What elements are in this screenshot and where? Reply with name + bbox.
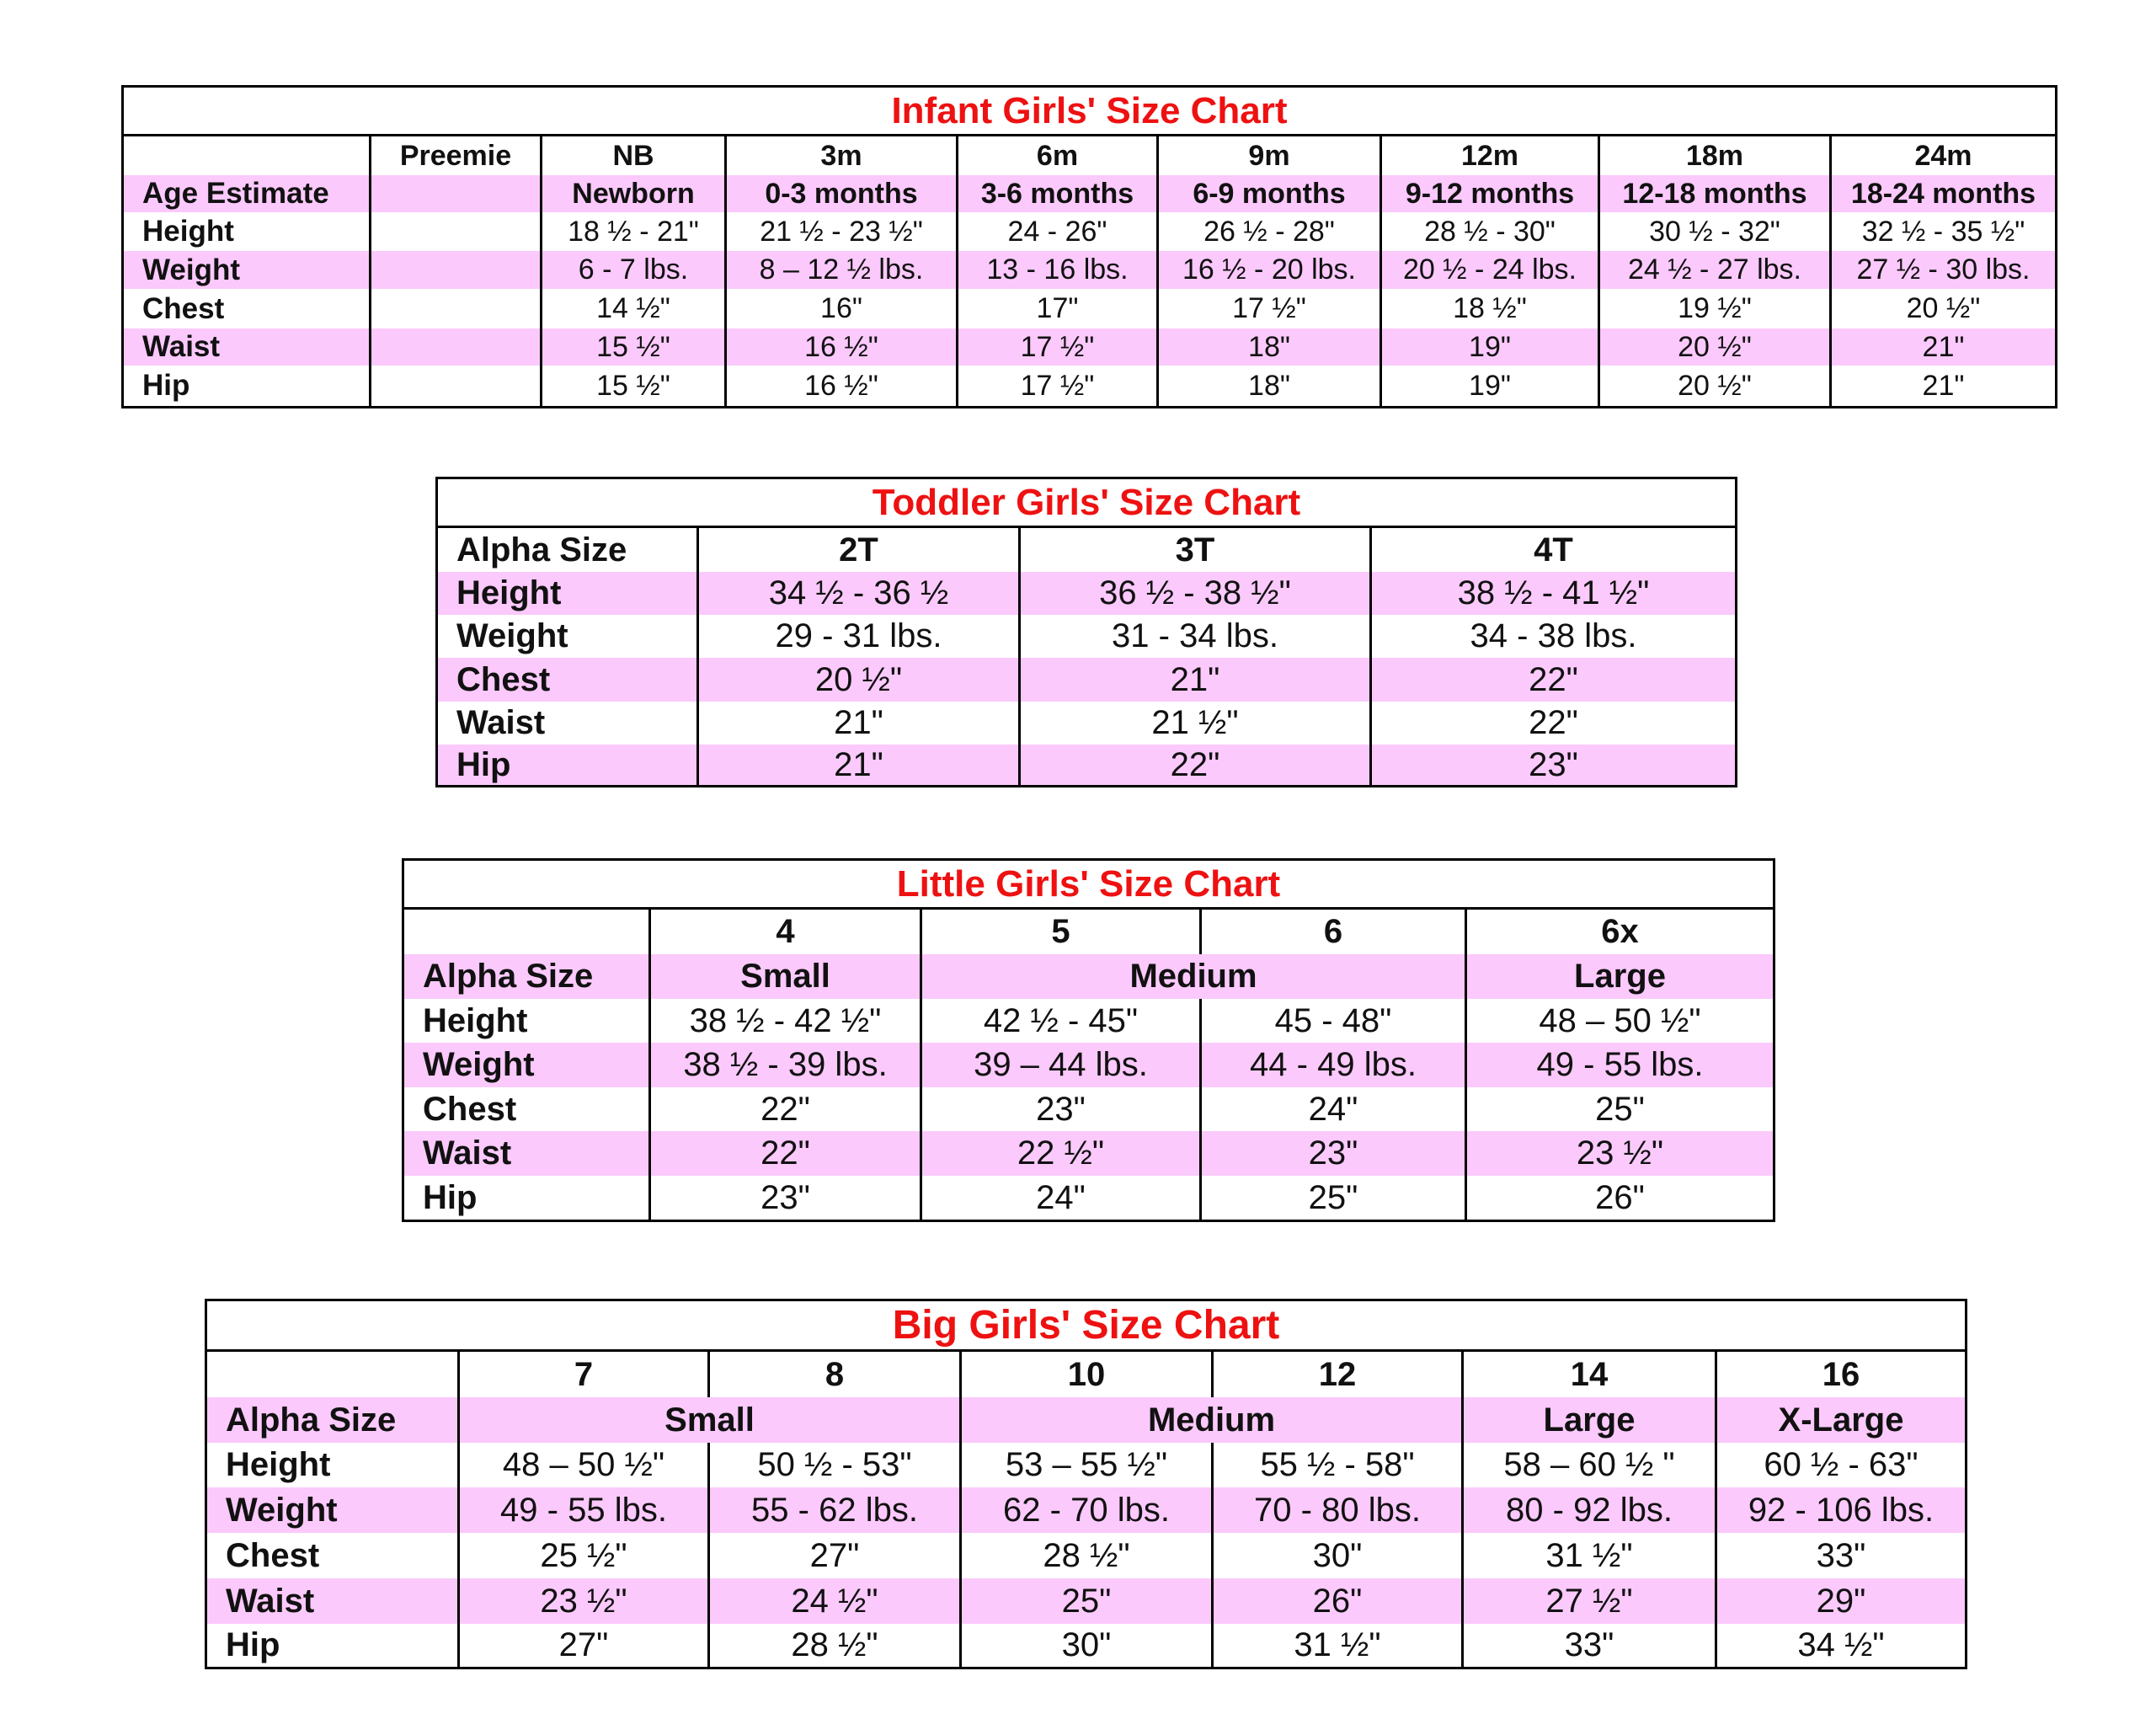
value-cell: 30"	[1211, 1533, 1461, 1578]
value-cell: 21 ½ - 23 ½"	[724, 212, 956, 251]
alpha-size-label: Alpha Size	[404, 954, 648, 999]
alpha-cell: Small	[457, 1397, 959, 1443]
toddler-size-chart	[435, 477, 1737, 787]
value-cell: 45 - 48"	[1199, 999, 1465, 1043]
value-cell	[369, 366, 540, 406]
row-label: Hip	[226, 1626, 280, 1663]
value-cell: 22"	[648, 1131, 920, 1176]
alpha-cell: X-Large	[1715, 1397, 1965, 1443]
row-label: Height	[438, 572, 696, 615]
value-cell: 50 ½ - 53"	[707, 1443, 959, 1487]
value-cell: 36 ½ - 38 ½"	[1018, 572, 1369, 615]
value-cell: 49 - 55 lbs.	[1465, 1043, 1773, 1087]
value-cell: 24 ½"	[707, 1578, 959, 1624]
value-cell: 28 ½"	[959, 1533, 1211, 1578]
value-cell: 20 ½"	[1598, 328, 1829, 366]
value-cell: 17 ½"	[1156, 289, 1380, 328]
value-cell: 18 ½"	[1380, 289, 1598, 328]
row-label: Chest	[226, 1536, 320, 1574]
row-label: Waist	[207, 1578, 457, 1624]
value-cell: 27 ½"	[1461, 1578, 1715, 1624]
value-cell	[369, 328, 540, 366]
value-cell: 30 ½ - 32"	[1598, 212, 1829, 251]
value-cell: 32 ½ - 35 ½"	[1829, 212, 2055, 251]
age-cell	[369, 175, 540, 212]
value-cell: 26"	[1465, 1176, 1773, 1220]
big-grid	[207, 1352, 1965, 1667]
row-label: Weight	[124, 251, 369, 289]
value-cell: 23 ½"	[1465, 1131, 1773, 1176]
age-cell: 9-12 months	[1380, 175, 1598, 212]
size-header: 4	[648, 910, 920, 954]
age-cell: 18-24 months	[1829, 175, 2055, 212]
row-label: Height	[226, 1446, 331, 1483]
value-cell: 27"	[707, 1533, 959, 1578]
value-cell: 24"	[920, 1176, 1199, 1220]
value-cell: 34 ½ - 36 ½	[696, 572, 1018, 615]
value-cell: 23 ½"	[457, 1578, 707, 1624]
size-header: 18m	[1598, 136, 1829, 175]
value-cell: 15 ½"	[540, 328, 724, 366]
value-cell: 29"	[1715, 1578, 1965, 1624]
value-cell	[369, 251, 540, 289]
value-cell: 22"	[1369, 702, 1735, 745]
header-blank	[404, 910, 648, 954]
value-cell: 33"	[1715, 1533, 1965, 1578]
size-header: 16	[1715, 1352, 1965, 1397]
value-cell: 26"	[1211, 1578, 1461, 1624]
size-header: 9m	[1156, 136, 1380, 175]
row-label: Hip	[423, 1178, 478, 1216]
age-cell: 3-6 months	[956, 175, 1156, 212]
value-cell: 44 - 49 lbs.	[1199, 1043, 1465, 1087]
value-cell: 55 ½ - 58"	[1211, 1443, 1461, 1487]
value-cell: 21"	[1829, 328, 2055, 366]
value-cell: 25"	[959, 1578, 1211, 1624]
size-header: 10	[959, 1352, 1211, 1397]
value-cell: 20 ½"	[1829, 289, 2055, 328]
value-cell: 17"	[956, 289, 1156, 328]
row-label: Waist	[456, 704, 546, 741]
value-cell: 62 - 70 lbs.	[959, 1487, 1211, 1533]
toddler-grid	[438, 528, 1735, 785]
alpha-size-label: Alpha Size	[456, 531, 627, 569]
value-cell: 19"	[1380, 328, 1598, 366]
row-label: Waist	[404, 1131, 648, 1176]
value-cell: 6 - 7 lbs.	[540, 251, 724, 289]
value-cell: 23"	[1369, 745, 1735, 785]
value-cell: 22"	[1369, 658, 1735, 702]
value-cell: 16"	[724, 289, 956, 328]
size-header: 3m	[724, 136, 956, 175]
value-cell: 92 - 106 lbs.	[1715, 1487, 1965, 1533]
chart-title: Big Girls' Size Chart	[207, 1301, 1965, 1352]
infant-grid	[124, 136, 2055, 406]
size-header: 12m	[1380, 136, 1598, 175]
row-label: Weight	[207, 1487, 457, 1533]
value-cell: 33"	[1461, 1624, 1715, 1667]
size-header: 2T	[696, 528, 1018, 572]
value-cell: 25"	[1465, 1087, 1773, 1131]
size-header: NB	[540, 136, 724, 175]
value-cell: 16 ½"	[724, 366, 956, 406]
alpha-cell: Medium	[920, 954, 1465, 999]
value-cell: 19"	[1380, 366, 1598, 406]
chart-title: Little Girls' Size Chart	[404, 861, 1773, 910]
value-cell: 24 ½ - 27 lbs.	[1598, 251, 1829, 289]
value-cell: 22"	[648, 1087, 920, 1131]
age-cell: Newborn	[540, 175, 724, 212]
value-cell: 58 – 60 ½ "	[1461, 1443, 1715, 1487]
value-cell: 53 – 55 ½"	[959, 1443, 1211, 1487]
value-cell: 17 ½"	[956, 366, 1156, 406]
value-cell: 21"	[696, 702, 1018, 745]
size-header: 7	[457, 1352, 707, 1397]
value-cell: 23"	[920, 1087, 1199, 1131]
value-cell: 15 ½"	[540, 366, 724, 406]
value-cell: 38 ½ - 42 ½"	[648, 999, 920, 1043]
chart-title: Infant Girls' Size Chart	[124, 88, 2055, 136]
little-grid	[404, 910, 1773, 1220]
alpha-cell: Large	[1461, 1397, 1715, 1443]
size-header: 14	[1461, 1352, 1715, 1397]
value-cell: 13 - 16 lbs.	[956, 251, 1156, 289]
value-cell: 31 ½"	[1461, 1533, 1715, 1578]
row-label: Hip	[438, 745, 696, 785]
age-cell: 6-9 months	[1156, 175, 1380, 212]
value-cell: 30"	[959, 1624, 1211, 1667]
size-header: 6	[1199, 910, 1465, 954]
value-cell	[369, 289, 540, 328]
value-cell: 22"	[1018, 745, 1369, 785]
value-cell: 24 - 26"	[956, 212, 1156, 251]
size-header: 8	[707, 1352, 959, 1397]
row-label: Hip	[142, 369, 190, 402]
size-header: Preemie	[369, 136, 540, 175]
value-cell: 70 - 80 lbs.	[1211, 1487, 1461, 1533]
value-cell: 18"	[1156, 328, 1380, 366]
value-cell: 49 - 55 lbs.	[457, 1487, 707, 1533]
value-cell: 42 ½ - 45"	[920, 999, 1199, 1043]
row-label: Waist	[124, 328, 369, 366]
row-label: Weight	[404, 1043, 648, 1087]
alpha-cell: Small	[648, 954, 920, 999]
infant-size-chart	[121, 85, 2057, 408]
value-cell: 16 ½"	[724, 328, 956, 366]
value-cell: 48 – 50 ½"	[1465, 999, 1773, 1043]
value-cell: 31 ½"	[1211, 1624, 1461, 1667]
size-header: 4T	[1369, 528, 1735, 572]
size-header: 24m	[1829, 136, 2055, 175]
size-header: 6x	[1465, 910, 1773, 954]
row-label: Chest	[423, 1090, 517, 1128]
value-cell: 23"	[648, 1176, 920, 1220]
value-cell: 55 - 62 lbs.	[707, 1487, 959, 1533]
value-cell: 23"	[1199, 1131, 1465, 1176]
value-cell: 38 ½ - 39 lbs.	[648, 1043, 920, 1087]
value-cell	[369, 212, 540, 251]
age-cell: 0-3 months	[724, 175, 956, 212]
chart-title: Toddler Girls' Size Chart	[438, 479, 1735, 528]
row-label: Height	[423, 1001, 528, 1039]
value-cell: 17 ½"	[956, 328, 1156, 366]
value-cell: 27 ½ - 30 lbs.	[1829, 251, 2055, 289]
age-cell: 12-18 months	[1598, 175, 1829, 212]
value-cell: 34 ½"	[1715, 1624, 1965, 1667]
value-cell: 20 ½"	[696, 658, 1018, 702]
value-cell: 28 ½"	[707, 1624, 959, 1667]
value-cell: 18 ½ - 21"	[540, 212, 724, 251]
row-label: Chest	[438, 658, 696, 702]
value-cell: 8 – 12 ½ lbs.	[724, 251, 956, 289]
value-cell: 48 – 50 ½"	[457, 1443, 707, 1487]
value-cell: 31 - 34 lbs.	[1018, 615, 1369, 658]
value-cell: 38 ½ - 41 ½"	[1369, 572, 1735, 615]
row-label: Chest	[142, 291, 225, 325]
value-cell: 20 ½"	[1598, 366, 1829, 406]
value-cell: 34 - 38 lbs.	[1369, 615, 1735, 658]
little-size-chart	[402, 858, 1775, 1222]
size-header: 6m	[956, 136, 1156, 175]
value-cell: 28 ½ - 30"	[1380, 212, 1598, 251]
value-cell: 21"	[1018, 658, 1369, 702]
alpha-size-label: Alpha Size	[207, 1397, 457, 1443]
row-label: Weight	[456, 617, 568, 654]
header-blank	[124, 136, 369, 175]
value-cell: 24"	[1199, 1087, 1465, 1131]
size-header: 12	[1211, 1352, 1461, 1397]
alpha-cell: Medium	[959, 1397, 1461, 1443]
value-cell: 60 ½ - 63"	[1715, 1443, 1965, 1487]
value-cell: 25"	[1199, 1176, 1465, 1220]
alpha-cell: Large	[1465, 954, 1773, 999]
row-label: Height	[142, 215, 234, 248]
value-cell: 21"	[696, 745, 1018, 785]
header-blank	[207, 1352, 457, 1397]
value-cell: 80 - 92 lbs.	[1461, 1487, 1715, 1533]
value-cell: 21 ½"	[1018, 702, 1369, 745]
big-size-chart	[205, 1299, 1967, 1669]
value-cell: 39 – 44 lbs.	[920, 1043, 1199, 1087]
value-cell: 16 ½ - 20 lbs.	[1156, 251, 1380, 289]
value-cell: 19 ½"	[1598, 289, 1829, 328]
value-cell: 21"	[1829, 366, 2055, 406]
value-cell: 14 ½"	[540, 289, 724, 328]
value-cell: 18"	[1156, 366, 1380, 406]
value-cell: 29 - 31 lbs.	[696, 615, 1018, 658]
value-cell: 26 ½ - 28"	[1156, 212, 1380, 251]
value-cell: 20 ½ - 24 lbs.	[1380, 251, 1598, 289]
row-label: Age Estimate	[124, 175, 369, 212]
value-cell: 25 ½"	[457, 1533, 707, 1578]
size-header: 3T	[1018, 528, 1369, 572]
value-cell: 22 ½"	[920, 1131, 1199, 1176]
value-cell: 27"	[457, 1624, 707, 1667]
size-header: 5	[920, 910, 1199, 954]
